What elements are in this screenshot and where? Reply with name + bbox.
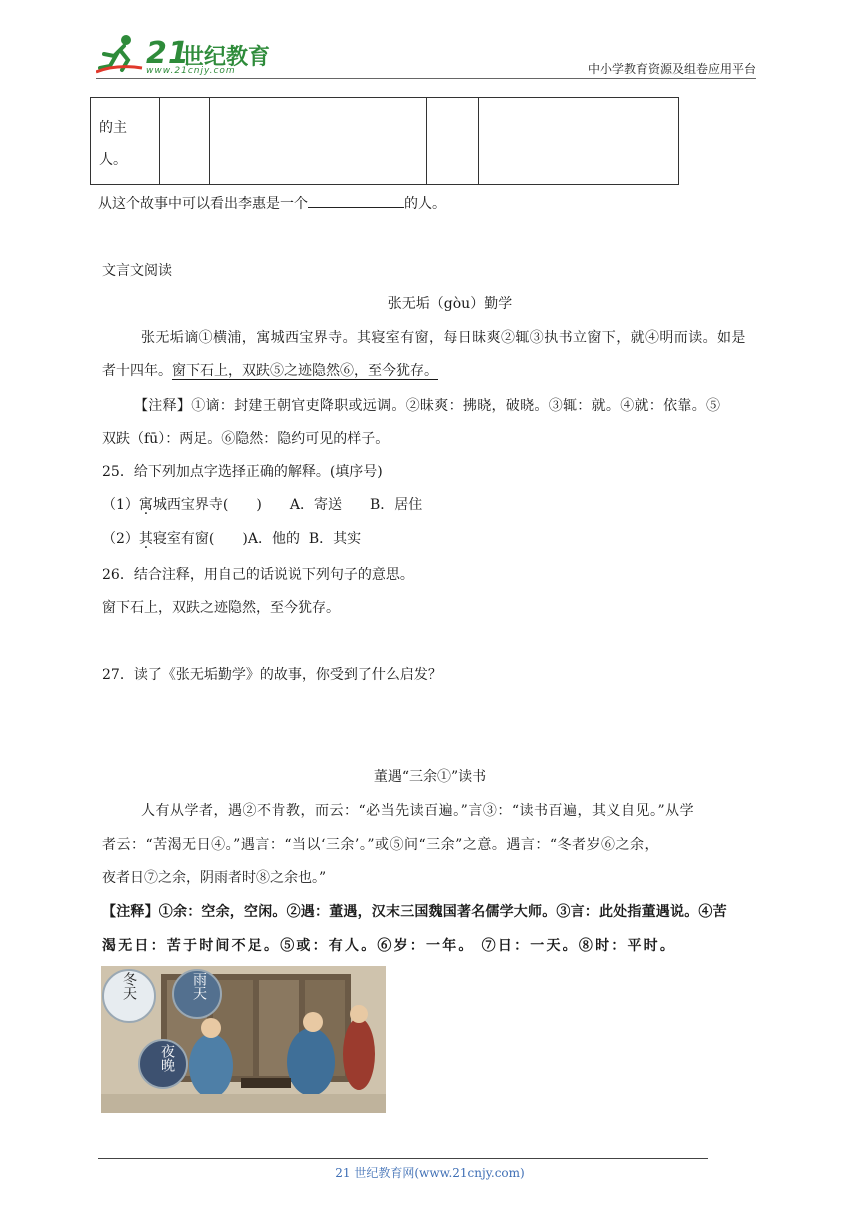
logo-number: 21 [146,36,190,71]
q25-2-rest: 寝室有窗( )A．他的 B．其实 [152,531,362,547]
passage1-note-line2: 双趺（fū）：两足。⑥隐然：隐约可见的样子。 [102,431,390,447]
q26-sentence: 窗下石上，双趺之迹隐然，至今犹存。 [102,600,340,616]
table-cell [210,98,427,185]
answer-table [90,97,679,185]
passage1-body-line2 [102,362,438,380]
cell-line-2: 人。 [99,152,127,168]
passage2-body-line1: 人有从学者，遇②不肯教，而云：“必当先读百遍。”言③：“读书百遍，其义自见。”从学 [141,803,695,819]
passage2-title: 董遇“三余①”读书 [373,769,487,785]
dotted-char: 其 [138,531,153,547]
passage1-title: 张无垢（gòu）勤学 [387,296,513,312]
answer-blank [308,193,404,208]
runner-icon [96,34,144,74]
header-divider [96,78,756,79]
q25-1-prefix: （1） [102,497,139,513]
conclusion-question [98,193,446,213]
passage1-note-line1: 【注释】①谪：封建王朝官吏降职或远调。②昧爽：拂晓，破晓。③辄：就。④就：依靠。⑤ [134,398,721,414]
cell-line-1: 的主 [99,120,127,136]
logo-url: www.21cnjy.com [146,66,236,76]
q27-title: 27．读了《张无垢勤学》的故事，你受到了什么启发？ [102,667,442,683]
table-row [91,98,679,185]
passage2-body-line3: 夜者日⑦之余，阴雨者时⑧之余也。” [102,870,327,886]
label-night: 夜晚 [159,1044,175,1072]
passage2-note-line1: 【注释】①余：空余，空闲。②遇：董遇，汉末三国魏国著名儒学大师。③言：此处指董遇说。④苦 [102,904,727,920]
table-cell [427,98,479,185]
q25-title: 25．给下列加点字选择正确的解释。(填序号) [102,464,383,480]
footer-text: 21 世纪教育网(www.21cnjy.com) [335,1166,525,1180]
footer-divider [98,1158,708,1159]
table-cell [479,98,679,185]
dotted-char: 寓 [138,497,153,513]
conclusion-before: 从这个故事中可以看出李惠是一个 [98,196,308,212]
label-winter: 冬天 [121,972,137,1000]
q25-item-2 [102,530,361,548]
q25-1-rest: 城西宝界寺( ) A．寄送 B．居住 [152,497,423,513]
passage1-body-plain: 者十四年。 [102,363,172,379]
table-cell-label [91,98,160,185]
passage1-body-underlined: 窗下石上，双趺⑤之迹隐然⑥，至今犹存。 [172,363,438,379]
q26-title: 26．结合注释，用自己的话说说下列句子的意思。 [102,567,414,583]
q25-2-prefix: （2） [102,531,139,547]
table-cell [160,98,210,185]
label-rain: 雨天 [191,972,207,1000]
story-illustration [101,966,386,1113]
passage2-note-line2: 渴无日：苦于时间不足。⑤或：有人。⑥岁：一年。 ⑦日：一天。⑧时：平时。 [102,938,677,954]
section-title: 文言文阅读 [102,263,172,279]
passage2-body-line2: 者云：“苦渴无日④。”遇言：“当以‘三余’。”或⑤问“三余”之意。遇言：“冬者岁⑥之余， [102,837,659,853]
logo-title: 世纪教育 [182,45,271,70]
platform-name: 中小学教育资源及组卷应用平台 [587,62,756,76]
q25-item-1 [102,496,422,514]
conclusion-after: 的人。 [404,196,446,212]
passage1-body-line1: 张无垢谪①横浦，寓城西宝界寺。其寝室有窗，每日昧爽②辄③执书立窗下，就④明而读。如是 [141,330,746,346]
illustration-scene [101,966,386,1113]
